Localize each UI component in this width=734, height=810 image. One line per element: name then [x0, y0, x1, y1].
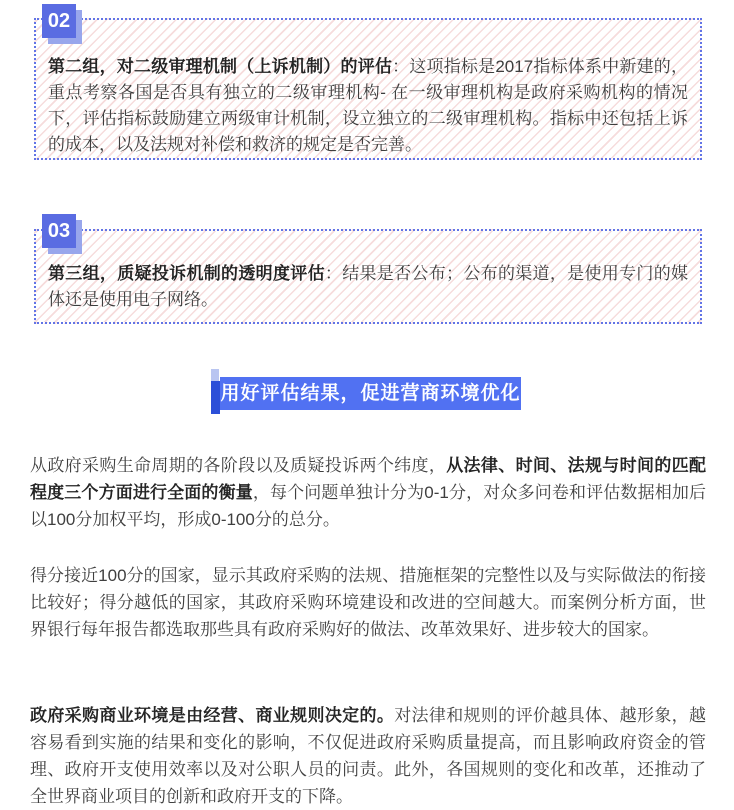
paragraph-1-bold: 从法律、时间、法规与时间的匹配程度三个方面进行全面的衡量: [30, 456, 707, 502]
section-03-lead: 第三组，质疑投诉机制的透明度评估: [48, 264, 325, 283]
section-02-text: [36, 54, 700, 158]
section-banner: [220, 377, 521, 410]
section-03-text: [36, 261, 700, 313]
section-02-lead: 第二组，对二级审理机制（上诉机制）的评估: [48, 57, 393, 76]
section-02-box: [34, 18, 702, 160]
paragraph-3: [30, 702, 706, 810]
paragraph-1-pre: 从政府采购生命周期的各阶段以及质疑投诉两个纬度，: [30, 456, 447, 475]
paragraph-1: [30, 452, 706, 533]
banner-corner-square: [211, 369, 219, 381]
section-03-badge: [42, 214, 76, 248]
section-02-badge: [42, 4, 76, 38]
section-02-body: ：这项指标是2017指标体系中新建的，重点考察各国是否具有独立的二级审理机构- 在一级审理机构是政府采购机构的情况下，评估指标鼓励建立两级审计机制，设立独立的二级审理机构。指标中还包括上诉的成本，以及法规对补偿和救济的规定是否完善。: [48, 57, 689, 154]
section-03-box: [34, 229, 702, 324]
section-03-body: ：结果是否公布；公布的渠道，是使用专门的媒体还是使用电子网络。: [48, 264, 689, 309]
paragraph-2: [30, 562, 706, 643]
banner-left-bar: [211, 381, 220, 414]
banner-title: 用好评估结果，促进营商环境优化: [220, 383, 521, 404]
paragraph-2-text: 得分接近100分的国家，显示其政府采购的法规、措施框架的完整性以及与实际做法的衔接比较好；得分越低的国家，其政府采购环境建设和改进的空间越大。而案例分析方面，世界银行每年报告都选取那些具有政府采购好的做法、改革效果好、进步较大的国家。: [30, 566, 706, 639]
paragraph-3-bold: 政府采购商业环境是由经营、商业规则决定的。: [30, 706, 395, 725]
paragraph-1-post: ，每个问题单独计分为0-1分，对众多问卷和评估数据相加后以100分加权平均，形成0-100分的总分。: [30, 483, 706, 529]
section-02-number: 02: [42, 4, 76, 38]
section-03-number: 03: [42, 214, 76, 248]
paragraph-3-rest: 对法律和规则的评价越具体、越形象，越容易看到实施的结果和变化的影响，不仅促进政府采购质量提高，而且影响政府资金的管理、政府开支使用效率以及对公职人员的问责。此外，各国规则的变化和改革，还推动了全世界商业项目的创新和政府开支的下降。: [30, 706, 707, 806]
